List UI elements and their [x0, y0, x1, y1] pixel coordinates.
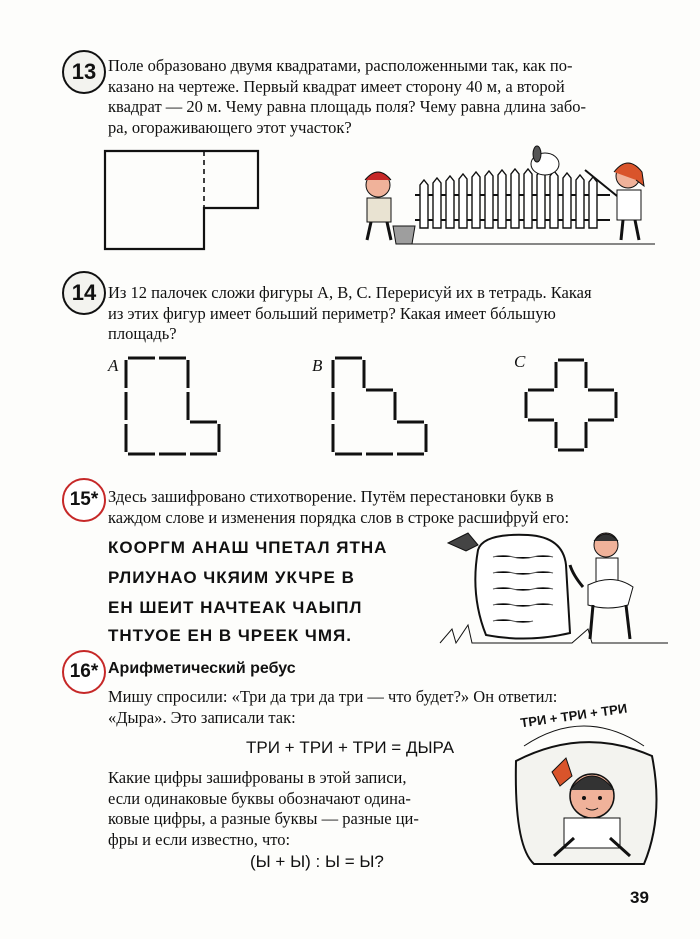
problem-13-number: 13: [62, 50, 106, 94]
problem-14-number: 14: [62, 271, 106, 315]
text-line: Из 12 палочек сложи фигуры A, B, C. Перерисуй их в тетрадь. Какая: [108, 283, 592, 302]
problem-16-intro: [108, 687, 557, 728]
figure-a-label: A: [108, 356, 119, 375]
stick-figure-c-cross: [520, 354, 625, 459]
encoded-line: ЕН ШЕИТ НАЧТЕАК ЧАЫПЛ: [108, 598, 363, 617]
figure-c-label: C: [514, 352, 526, 371]
problem-16-title: Арифметический ребус: [108, 660, 296, 677]
stone-and-rider-illustration: [438, 525, 673, 650]
boy-in-hole-illustration: [494, 706, 674, 871]
encoded-line: ТНТУОЕ ЕН В ЧРЕЕК ЧМЯ.: [108, 626, 352, 645]
text-line: «Дыра». Это записали так:: [108, 707, 296, 727]
problem-16-question: [108, 768, 419, 850]
two-squares-field-diagram: [100, 146, 270, 254]
page-number: 39: [630, 888, 649, 907]
text-line: если одинаковые буквы обозначают одина-: [108, 788, 411, 808]
encoded-line: РЛИУНАО ЧКЯИМ УКЧРЕ В: [108, 568, 355, 587]
illustration-caption: ТРИ + ТРИ + ТРИ: [519, 700, 629, 731]
text-line: Поле образовано двумя квадратами, расположенными так, как по-: [108, 56, 573, 75]
text-line: Мишу спросили: «Три да три да три — что будет?» Он ответил:: [108, 687, 558, 706]
text-line: ра, огораживающего этот участок?: [108, 117, 352, 137]
text-line: из этих фигур имеет больший периметр? Какая имеет бóльшую: [108, 303, 556, 323]
problem-14-text: [108, 283, 592, 345]
text-line: квадрат — 20 м. Чему равна площадь поля? Чему равна длина забо-: [108, 97, 586, 116]
problem-16-number: 16*: [62, 650, 106, 694]
stick-figure-a: [120, 350, 235, 460]
figure-b-label: B: [312, 356, 323, 375]
fence-children-illustration: [345, 140, 660, 250]
text-line: фры и если известно, что:: [108, 829, 291, 849]
stick-figure-b: [327, 350, 442, 460]
text-line: ковые цифры, а разные буквы — разные ци-: [108, 809, 419, 828]
text-line: казано на чертеже. Первый квадрат имеет сторону 40 м, а второй: [108, 76, 565, 96]
text-line: Здесь зашифровано стихотворение. Путём перестановки букв в: [108, 487, 554, 506]
problem-15-number: 15*: [62, 478, 106, 522]
problem-13-text: [108, 56, 586, 138]
text-line: каждом слове и изменения порядка слов в строке расшифруй его:: [108, 507, 570, 527]
encoded-line: КООРГМ АНАШ ЧПЕТАЛ ЯТНА: [108, 538, 388, 557]
rebus-equation: ТРИ + ТРИ + ТРИ = ДЫРА: [246, 738, 455, 757]
text-line: площадь?: [108, 324, 177, 343]
text-line: Какие цифры зашифрованы в этой записи,: [108, 768, 407, 787]
problem-15-text: [108, 487, 569, 528]
rebus-condition: (Ы + Ы) : Ы = Ы?: [250, 852, 384, 871]
